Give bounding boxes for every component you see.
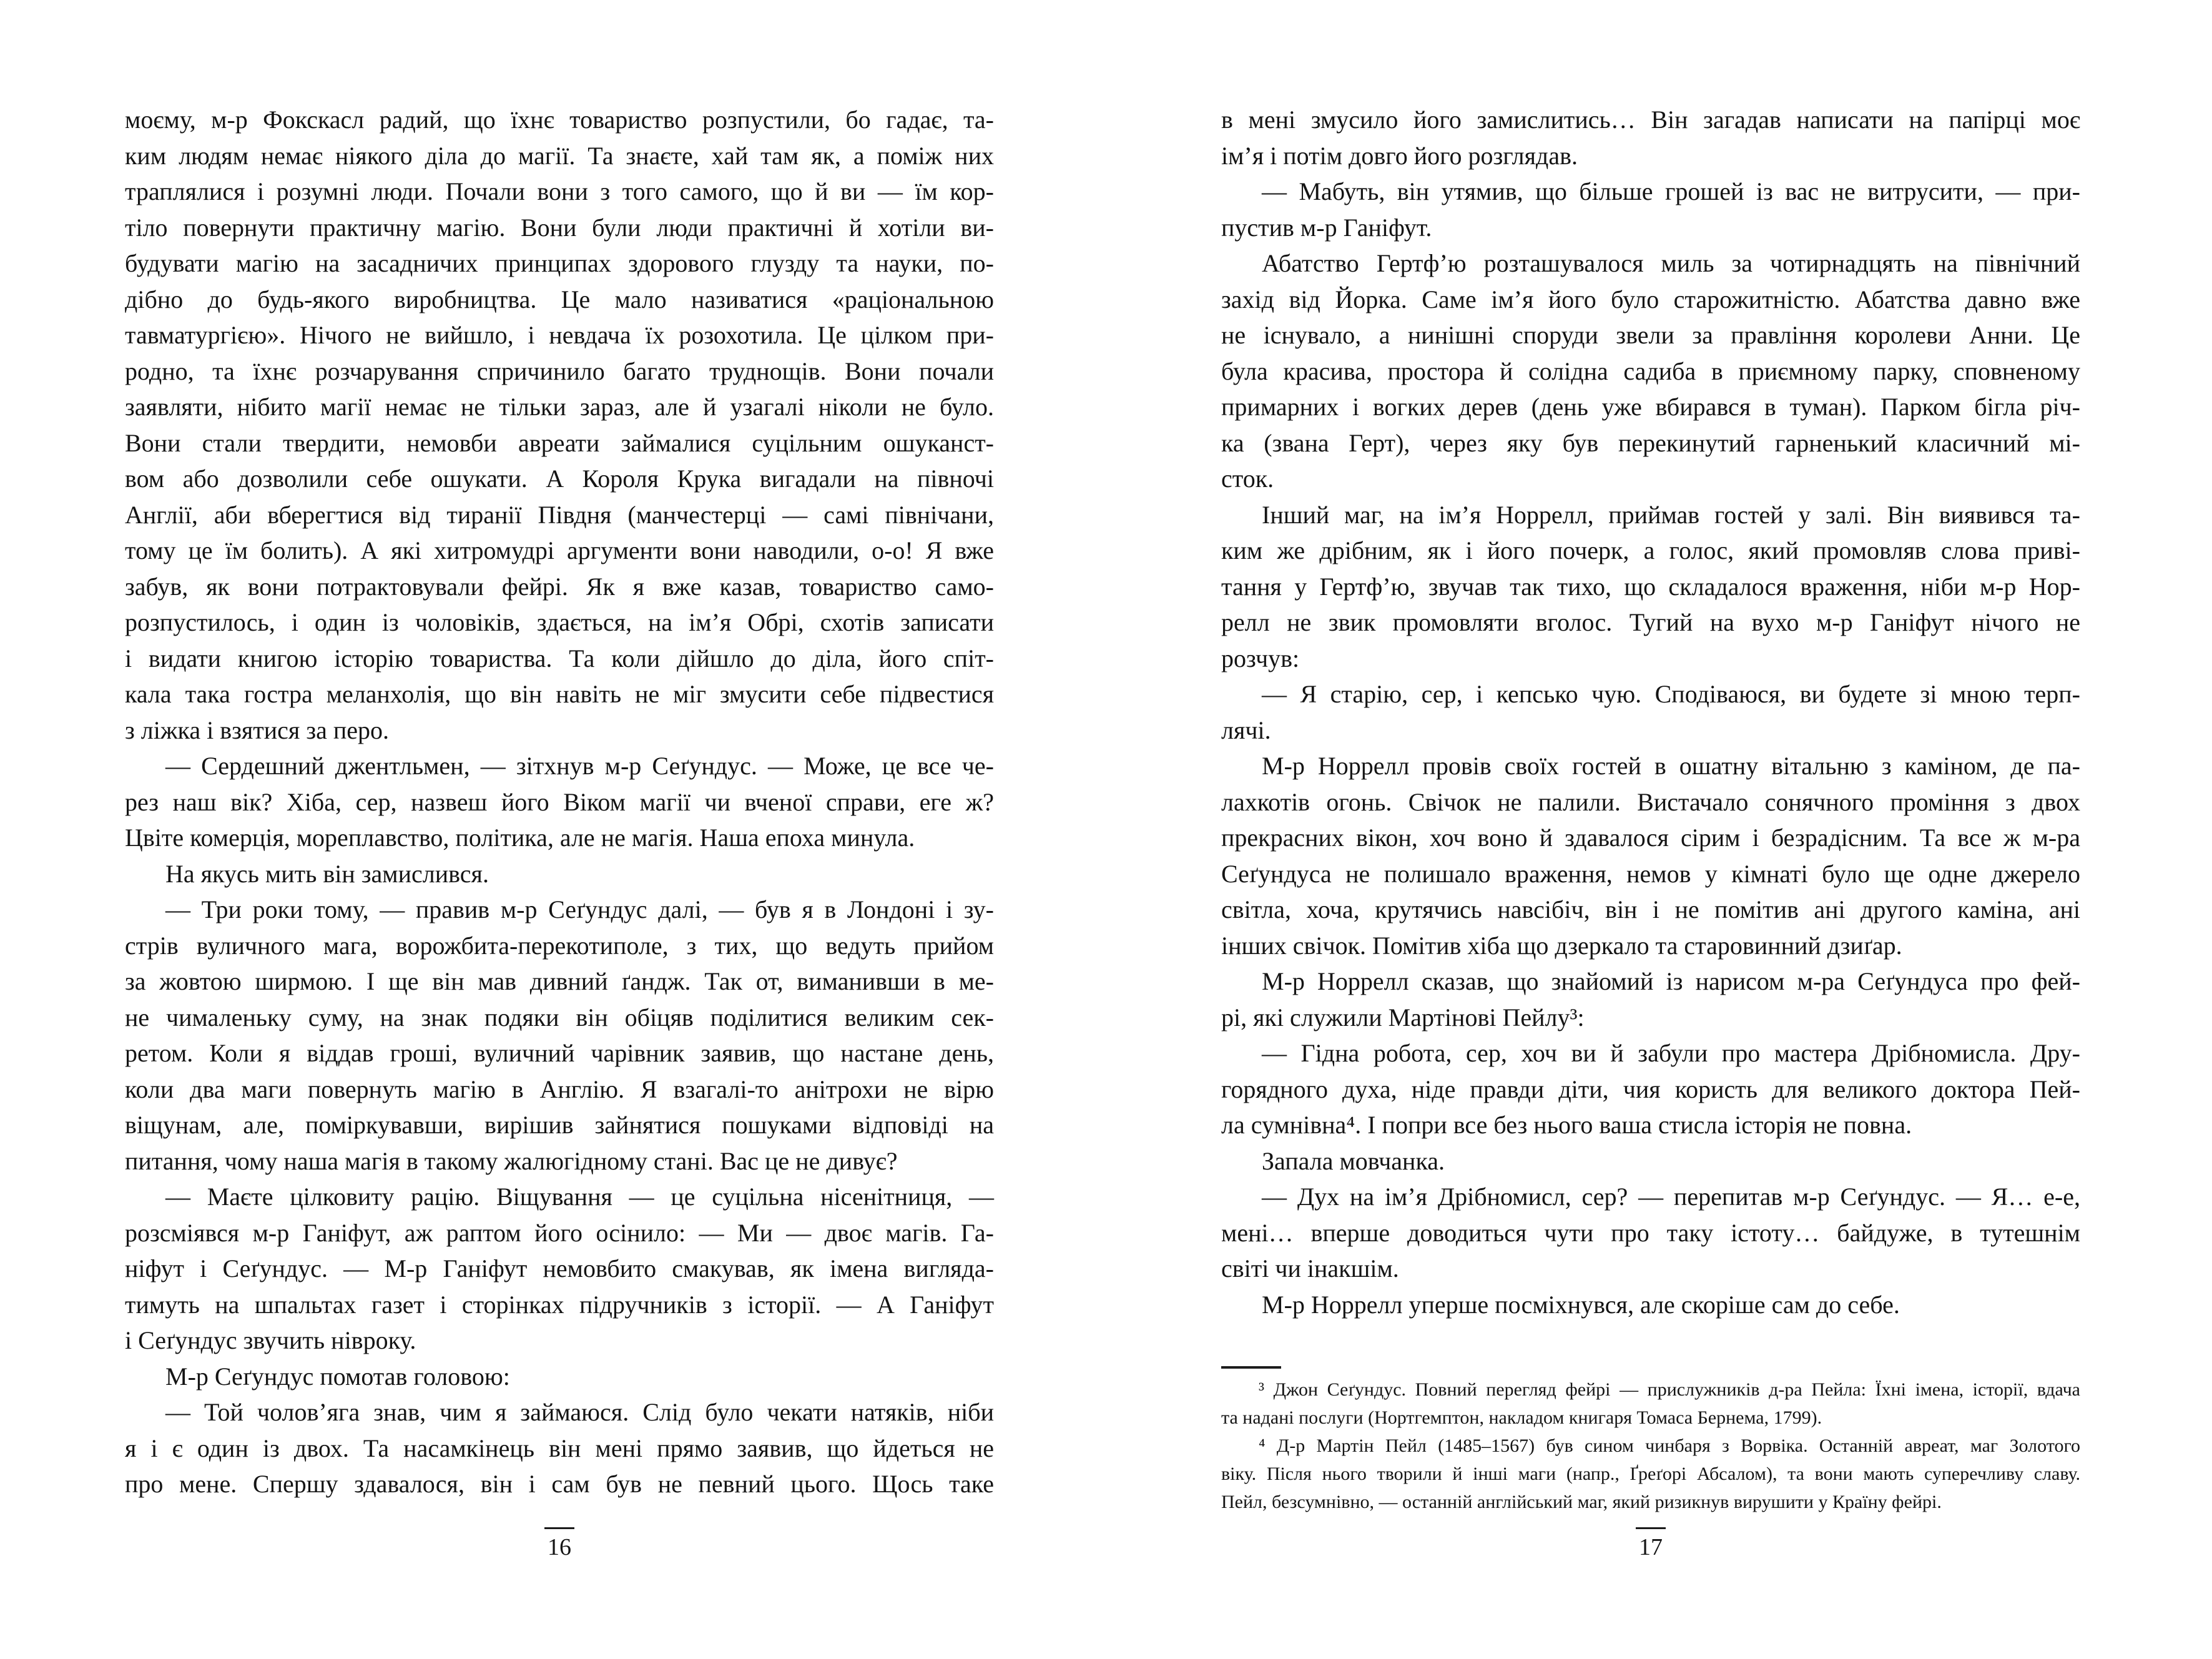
text-line: Англії, аби вберегтися від тиранії Півдня (манчестерці — самі північани, — [125, 500, 994, 529]
text-line: світла, хоча, крутячись навсібіч, він і не помітив ані другого каміна, ані — [1221, 895, 2080, 923]
text-line: сток. — [1221, 465, 1274, 493]
text-line: рі, які служили Мартінові Пейлу³: — [1221, 1003, 1585, 1031]
text-line: — Три роки тому, — правив м-р Сеґундус далі, — був я в Лондоні і зу- — [165, 895, 994, 923]
text-line: пустив м-р Ганіфут. — [1221, 213, 1432, 242]
text-line: тіло повернути практичну магію. Вони були люди практичні й хотіли ви- — [125, 213, 994, 242]
text-line: — Гідна робота, сер, хоч ви й забули про мастера Дрібномисла. Дру- — [1262, 1039, 2080, 1067]
text-line: світі чи інакшім. — [1221, 1254, 1399, 1282]
page-right-body-text — [1221, 102, 2080, 1322]
text-line: лахкотів огонь. Свічок не палили. Вистачало сонячного проміння з двох — [1221, 787, 2080, 816]
text-line: прекрасних вікон, хоч воно й здавалося сірим і безрадісним. Та все ж м-ра — [1221, 824, 2080, 852]
text-line: ніфут і Сеґундус. — М-р Ганіфут немовбито смакував, як імена вигляда- — [125, 1254, 994, 1282]
text-line: Цвіте комерція, мореплавство, політика, але не магія. Наша епоха минула. — [125, 824, 915, 852]
text-line: — Дух на ім’я Дрібномисл, сер? — перепитав м-р Сеґундус. — Я… е-е, — [1262, 1183, 2080, 1211]
text-line: М-р Норрелл провів своїх гостей в ошатну вітальню з каміном, де па- — [1262, 752, 2080, 780]
text-line: Інший маг, на ім’я Норрелл, приймав гостей у залі. Він виявився та- — [1262, 500, 2080, 529]
text-line: і видати книгою історію товариства. Та коли дійшло до діла, його спіт- — [125, 644, 994, 672]
text-line: Абатство Гертф’ю розташувалося миль за чотирнадцять на північний — [1262, 249, 2080, 277]
text-line: — Сердешний джентльмен, — зітхнув м-р Сеґундус. — Може, це все че- — [165, 752, 994, 780]
page-left-body-text — [125, 102, 994, 1502]
text-line: розчув: — [1221, 644, 1300, 672]
text-line: стрів вуличного мага, ворожбита-перекотиполе, з тих, що ведуть прийом — [125, 931, 994, 960]
text-line: М-р Норрелл уперше посміхнувся, але скоріше сам до себе. — [1262, 1290, 1900, 1319]
text-line: я і є один із двох. Та насамкінець він мені прямо заявив, що йдеться не — [125, 1434, 994, 1462]
text-line: М-р Норрелл сказав, що знайомий із нарисом м-ра Сеґундуса про фей- — [1262, 967, 2080, 995]
text-line: — Маєте цілковиту рацію. Віщування — це суцільна нісенітниця, — — [165, 1183, 994, 1211]
text-line: інших свічок. Помітив хіба що дзеркало та старовинний дзиґар. — [1221, 931, 1902, 960]
text-line: вом або дозволили себе ошукати. А Короля Крука вигадали на півночі — [125, 465, 994, 493]
text-line: Вони стали твердити, немовби авреати займалися суцільним ошуканст- — [125, 428, 994, 457]
text-line: була красива, простора й солідна садиба в приємному парку, сповненому — [1221, 357, 2080, 385]
text-line: моєму, м-р Фокскасл радий, що їхнє товариство розпустили, бо гадає, та- — [125, 106, 994, 134]
text-line: кала така гостра меланхолія, що він навіть не міг змусити себе підвестися — [125, 680, 994, 708]
text-line: ким людям немає ніякого діла до магії. Та знаєте, хай там як, а поміж них — [125, 141, 994, 170]
text-line: — Я старію, сер, і кепсько чую. Сподіваюся, ви будете зі мною терп- — [1262, 680, 2080, 708]
text-line: лячі. — [1221, 716, 1271, 744]
text-line: Запала мовчанка. — [1262, 1146, 1445, 1175]
text-line: — Мабуть, він утямив, що більше грошей із вас не витрусити, — при- — [1262, 177, 2080, 205]
text-line: забув, як вони потрактовували фейрі. Як я вже казав, товариство само- — [125, 572, 994, 601]
text-line: На якусь мить він замислився. — [165, 859, 489, 888]
text-line: мені… вперше доводиться чути про таку істоту… байдуже, в тутешнім — [1221, 1218, 2080, 1247]
text-line: ким же дрібним, як і його почерк, а голос, який промовляв слова приві- — [1221, 536, 2080, 564]
text-line: Сеґундуса не полишало враження, немов у кімнаті було ще одне джерело — [1221, 859, 2080, 888]
text-line: родно, та їхнє розчарування спричинило багато труднощів. Вони почали — [125, 357, 994, 385]
page-number: 16 — [544, 1527, 574, 1561]
page-right-footnotes — [1221, 1376, 2080, 1516]
text-line: горядного духа, ніде правди діти, чия користь для великого доктора Пей- — [1221, 1075, 2080, 1103]
text-line: в мені змусило його замислитись… Він загадав написати на папірці моє — [1221, 106, 2080, 134]
text-line: релл не звик промовляти вголос. Тугий на вухо м-р Ганіфут нічого не — [1221, 608, 2080, 636]
text-line: коли два маги повернуть магію в Англію. Я взагалі-то анітрохи не вірю — [125, 1075, 994, 1103]
text-line: траплялися і розумні люди. Почали вони з того самого, що й ви — їм кор- — [125, 177, 994, 205]
text-line: будувати магію на засадничих принципах здорового глузду та науки, по- — [125, 249, 994, 277]
footnote-line: ³ Джон Сеґундус. Повний перегляд фейрі — прислужників д-ра Пейла: Їхні імена, історії, вдача — [1259, 1379, 2080, 1400]
text-line: тання у Гертф’ю, звучав так тихо, що складалося враження, ніби м-р Нор- — [1221, 572, 2080, 601]
footnote-separator — [1221, 1366, 1281, 1369]
footnote-line: та надані послуги (Нортгемптон, накладом книгаря Томаса Бернема, 1799). — [1221, 1407, 1822, 1428]
text-line: з ліжка і взятися за перо. — [125, 716, 390, 744]
text-line: — Той чолов’яга знав, чим я займаюся. Слід було чекати натяків, ніби — [165, 1398, 994, 1426]
footnote-line: ⁴ Д-р Мартін Пейл (1485–1567) був сином чинбаря з Ворвіка. Останній авреат, маг Золотого — [1259, 1435, 2080, 1456]
page-left-number-wrap — [125, 1527, 994, 1561]
text-line: заявляти, нібито магії немає не тільки зараз, але й узагалі ніколи не було. — [125, 393, 994, 421]
text-line: про мене. Спершу здавалося, він і сам був не певний цього. Щось таке — [125, 1470, 994, 1498]
text-line: не чималеньку суму, на знак подяки він обіцяв поділитися великим сек- — [125, 1003, 994, 1031]
text-line: віщунам, але, поміркувавши, вирішив зайнятися пошуками відповіді на — [125, 1111, 994, 1139]
text-line: ла сумнівна⁴. І попри все без нього ваша стисла історія не повна. — [1221, 1111, 1912, 1139]
text-line: розпустилось, і один із чоловіків, здається, на ім’я Обрі, схотів записати — [125, 608, 994, 636]
text-line: ретом. Коли я віддав гроші, вуличний чарівник заявив, що настане день, — [125, 1039, 994, 1067]
text-line: рез наш вік? Хіба, сер, назвеш його Віком магії чи вченої справи, еге ж? — [125, 787, 994, 816]
page-left — [125, 0, 994, 1659]
text-line: примарних і вогких дерев (день уже вбирався в туман). Парком бігла річ- — [1221, 393, 2080, 421]
text-line: не існувало, а нинішні споруди звели за правління королеви Анни. Це — [1221, 321, 2080, 349]
text-line: ка (звана Герт), через яку був перекинутий гарненький класичний мі- — [1221, 428, 2080, 457]
text-line: захід від Йорка. Саме ім’я його було старожитністю. Абатства давно вже — [1221, 285, 2080, 313]
text-line: і Сеґундус звучить нівроку. — [125, 1326, 416, 1354]
text-line: тимуть на шпальтах газет і сторінках підручників з історії. — А Ганіфут — [125, 1290, 994, 1319]
text-line: розсміявся м-р Ганіфут, аж раптом його осінило: — Ми — двоє магів. Га- — [125, 1218, 994, 1247]
text-line: ім’я і потім довго його розглядав. — [1221, 141, 1578, 170]
page-number: 17 — [1636, 1527, 1666, 1561]
text-line: тавматургією». Нічого не вийшло, і невдача їх розохотила. Це цілком при- — [125, 321, 994, 349]
text-line: М-р Сеґундус помотав головою: — [165, 1362, 510, 1391]
text-line: тому це їм болить). А які хитромудрі аргументи вони наводили, о-о! Я вже — [125, 536, 994, 564]
page-right — [1221, 0, 2080, 1659]
text-line: дібно до будь-якого виробництва. Це мало називатися «раціональною — [125, 285, 994, 313]
text-line: за жовтою ширмою. І ще він мав дивний ґандж. Так от, виманивши в ме- — [125, 967, 994, 995]
page-right-number-wrap — [1221, 1527, 2080, 1561]
footnote-line: Пейл, безсумнівно, — останній англійський маг, який ризикнув вирушити у Країну фейрі. — [1221, 1492, 1942, 1512]
footnote-line: віку. Після нього творили й інші маги (напр., Ґреґорі Абсалом), та вони мають суперечливу славу. — [1221, 1464, 2080, 1484]
text-line: питання, чому наша магія в такому жалюгідному стані. Вас це не дивує? — [125, 1146, 898, 1175]
